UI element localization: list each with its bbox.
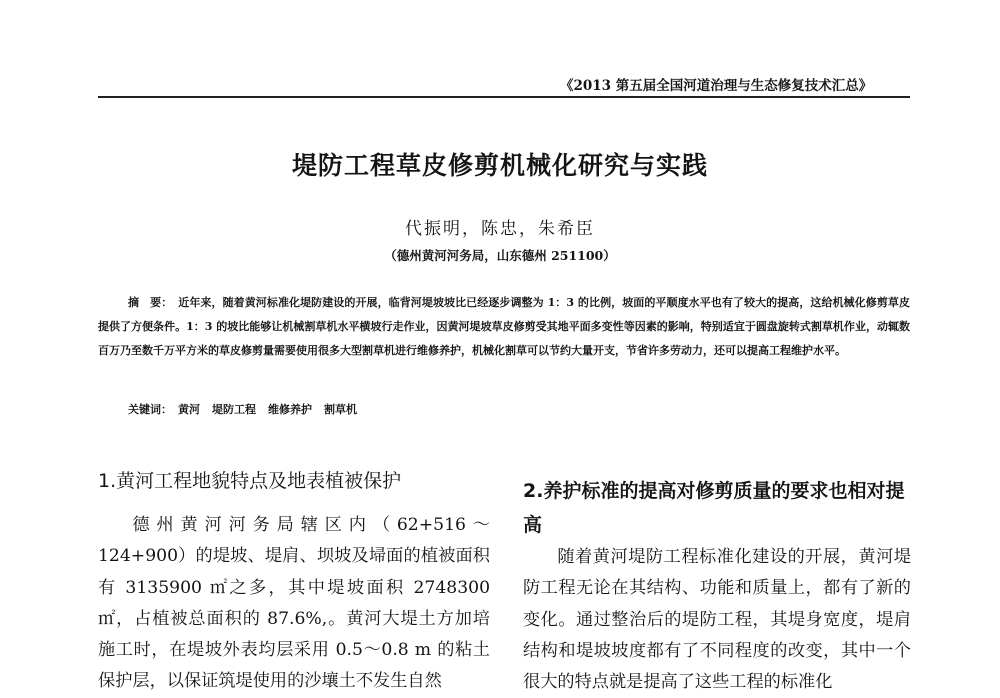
abstract-text: 近年来，随着黄河标准化堤防建设的开展，临背河堤坡坡比已经逐步调整为 1：3 的比例，坡面的平顺度水平也有了较大的提高，这给机械化修剪草皮提供了方便条件。1：3 的坡比能够让机械割草机水平横坡行走作业，因黄河堤坡草皮修剪受其地平面多变性等因素的影响，特别适宜于圆盘旋转式割草机作业，动辄数百万乃至数千万平方米的草皮修剪量需要使用很多大型割草机进行维修养护，机械化割草可以节约大量开支，节省许多劳动力，还可以提高工程维护水平。 (98, 296, 911, 357)
paper-authors: 代振明，陈忠，朱希臣 (405, 219, 595, 239)
section-2-heading: 2.养护标准的提高对修剪质量的要求也相对提高 (523, 480, 905, 536)
keyword: 黄河 (178, 403, 200, 416)
header-rule (98, 96, 910, 98)
section-1-paragraph: 德州黄河河务局辖区内（62+516～124+900）的堤坡、堤肩、坝坡及埽面的植被面积有 3135900 ㎡之多，其中堤坡面积 2748300 ㎡，占植被总面积的 87.6%,。黄河大堤土方加培施工时，在堤坡外表均层采用 0.5～0.8 m 的粘土保护层，以保证筑堤使用的沙壤土不发生自然 (98, 515, 490, 692)
abstract (98, 291, 910, 363)
section-2-body (523, 542, 911, 698)
keywords (128, 401, 369, 417)
paper-affiliation: （德州黄河河务局，山东德州 251100） (384, 248, 616, 263)
keyword: 堤防工程 (212, 403, 256, 416)
paper-title: 堤防工程草皮修剪机械化研究与实践 (291, 151, 708, 180)
keywords-label: 关键词： (128, 403, 172, 416)
keyword: 割草机 (324, 403, 357, 416)
abstract-label: 摘 要： (128, 296, 173, 309)
keyword: 维修养护 (268, 403, 312, 416)
section-1-body (98, 510, 490, 698)
journal-header: 《2013 第五届全国河道治理与生态修复技术汇总》 (560, 78, 873, 94)
section-2-paragraph: 随着黄河堤防工程标准化建设的开展，黄河堤防工程无论在其结构、功能和质量上，都有了新的变化。通过整治后的堤防工程，其堤身宽度，堤肩结构和堤坡坡度都有了不同程度的改变，其中一个很大的特点就是提高了这些工程的标准化 (523, 547, 911, 693)
section-1-heading: 1.黄河工程地貌特点及地表植被保护 (98, 470, 402, 492)
